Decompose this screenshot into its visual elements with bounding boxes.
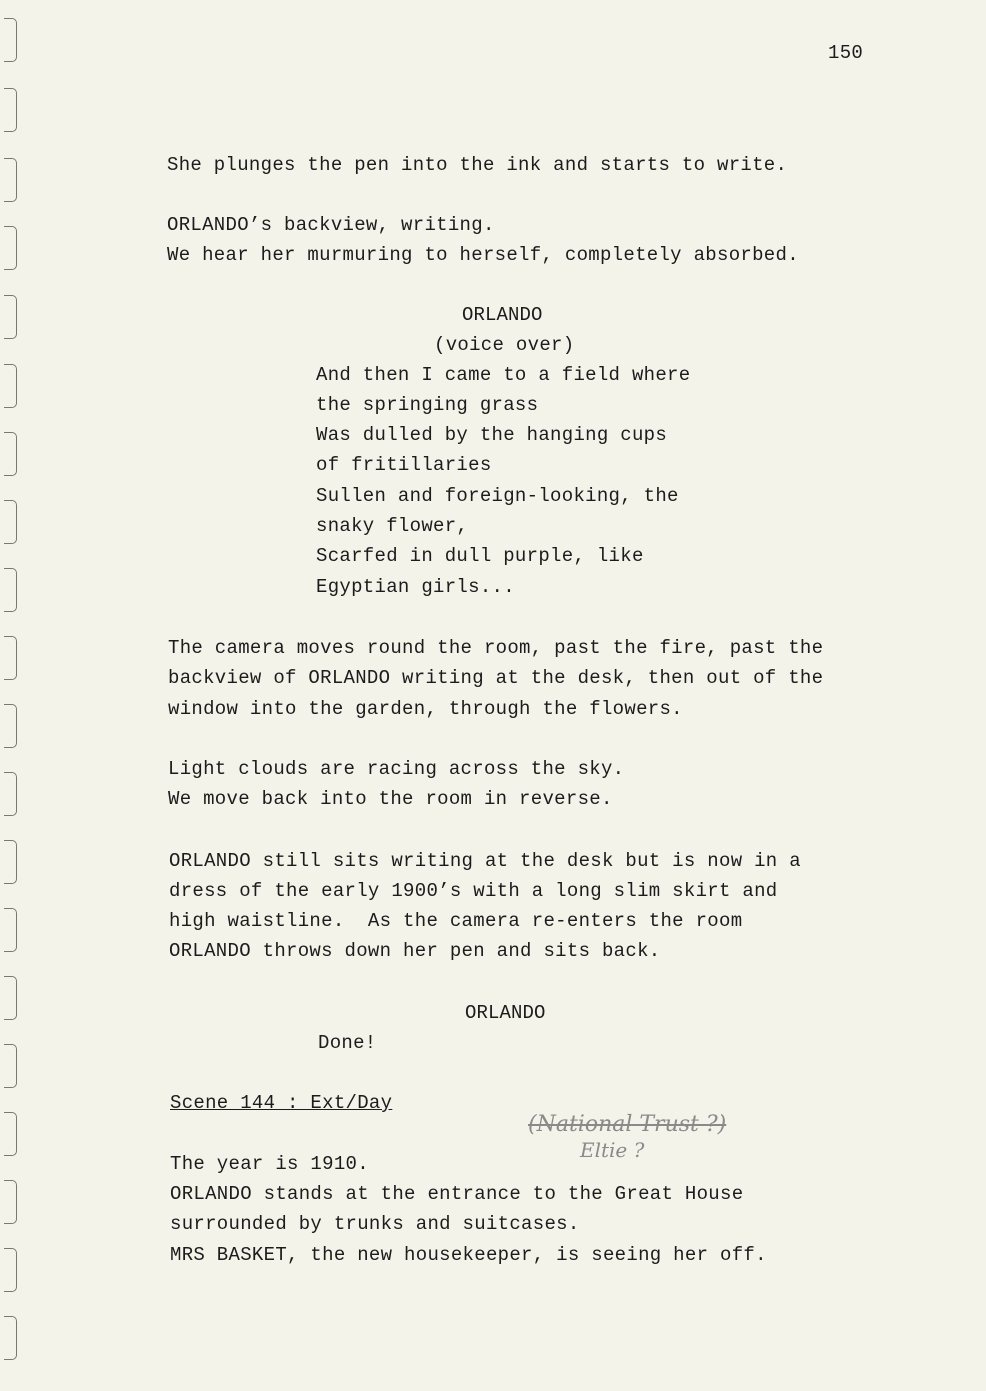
dialogue-line: Done! [318, 1032, 377, 1054]
punch-hole [4, 704, 17, 748]
action-line: ORLANDO throws down her pen and sits back. [169, 940, 661, 962]
action-line: MRS BASKET, the new housekeeper, is seeing her off. [170, 1244, 767, 1266]
dialogue-line: Sullen and foreign-looking, the [316, 485, 679, 507]
punch-hole [4, 295, 17, 339]
punch-hole [4, 158, 17, 202]
action-line: The year is 1910. [170, 1153, 369, 1175]
punch-hole [4, 772, 17, 816]
punch-hole [4, 840, 17, 884]
action-line: dress of the early 1900’s with a long slim skirt and [169, 880, 778, 902]
handwritten-note: (National Trust ?) [528, 1112, 727, 1137]
punch-hole [4, 432, 17, 476]
action-line: ORLANDO’s backview, writing. [167, 214, 495, 236]
dialogue-line: snaky flower, [316, 515, 469, 537]
action-line: ORLANDO stands at the entrance to the Great House [170, 1183, 744, 1205]
action-line: high waistline. As the camera re-enters the room [169, 910, 743, 932]
character-name: ORLANDO [462, 304, 543, 326]
dialogue-line: the springing grass [316, 394, 539, 416]
action-line: surrounded by trunks and suitcases. [170, 1213, 580, 1235]
punch-hole [4, 226, 17, 270]
action-line: She plunges the pen into the ink and starts to write. [167, 154, 788, 176]
action-line: backview of ORLANDO writing at the desk, then out of the [168, 667, 824, 689]
dialogue-line: Egyptian girls... [316, 576, 515, 598]
handwritten-note: Eltie ? [580, 1138, 645, 1162]
punch-hole [4, 364, 17, 408]
action-line: We hear her murmuring to herself, completely absorbed. [167, 244, 799, 266]
dialogue-line: Scarfed in dull purple, like [316, 545, 644, 567]
punch-hole [4, 1316, 17, 1360]
punch-hole [4, 1112, 17, 1156]
punch-hole [4, 88, 17, 132]
punch-hole [4, 636, 17, 680]
punch-hole [4, 1044, 17, 1088]
page-number: 150 [828, 42, 864, 64]
dialogue-line: Was dulled by the hanging cups [316, 424, 668, 446]
parenthetical: (voice over) [434, 334, 575, 356]
action-line: The camera moves round the room, past the fire, past the [168, 637, 824, 659]
dialogue-line: And then I came to a field where [316, 364, 691, 386]
punch-hole [4, 500, 17, 544]
punch-hole [4, 976, 17, 1020]
punch-hole [4, 908, 17, 952]
dialogue-line: of fritillaries [316, 454, 492, 476]
punch-hole [4, 1248, 17, 1292]
punch-hole [4, 568, 17, 612]
action-line: Light clouds are racing across the sky. [168, 758, 625, 780]
binding-punch-holes [4, 0, 24, 1391]
action-line: We move back into the room in reverse. [168, 788, 613, 810]
punch-hole [4, 18, 17, 62]
action-line: ORLANDO still sits writing at the desk but is now in a [169, 850, 801, 872]
character-name: ORLANDO [465, 1002, 546, 1024]
scene-heading: Scene 144 : Ext/Day [170, 1092, 393, 1114]
punch-hole [4, 1180, 17, 1224]
action-line: window into the garden, through the flowers. [168, 698, 683, 720]
